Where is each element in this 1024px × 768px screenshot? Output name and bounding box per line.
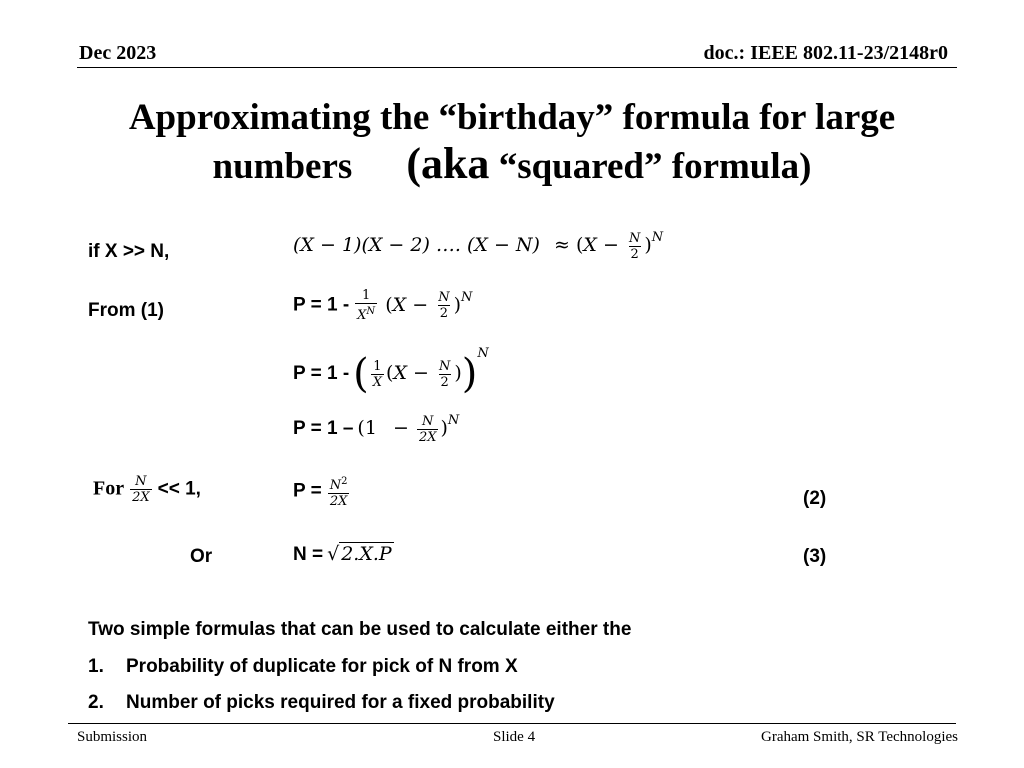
title-squared: “squared” formula)	[498, 146, 812, 187]
row6-label: Or	[190, 546, 213, 567]
summary-intro: Two simple formulas that can be used to calculate either the	[88, 619, 632, 640]
row4-equation: P = 1 – (1 − $\frac{N}{2X}$ )$^N$	[293, 413, 460, 445]
row5-label: For $\frac{N}{2X}$ << 1,	[93, 474, 201, 505]
approx-sign: ≈	[554, 234, 570, 256]
title-line-2	[60, 141, 964, 190]
sqrt-sign: √	[327, 543, 340, 565]
sqrt-radicand: 2.X.P	[341, 543, 392, 565]
title-line-1: Approximating the “birthday” formula for large	[128, 97, 896, 138]
row2-equation: P = 1 - $\frac{1}{X^N}$ (X − $\frac{N}{2}$ )$^N$	[293, 288, 473, 323]
row3-equation: P = 1 - ( $\frac{1}{X}$ (X − $\frac{N}{2}$ ))$^N$	[293, 346, 489, 397]
fraction-1-over-xn: $\frac{1}{X^N}$	[357, 288, 376, 323]
row2-label: From (1)	[88, 300, 164, 321]
equation-number-3: (3)	[803, 546, 827, 567]
header-doc-id: doc.: IEEE 802.11-23/2148r0	[703, 42, 948, 64]
row6-equation: N = √ 2.X.P	[293, 543, 392, 565]
footer-author: Graham Smith, SR Technologies	[761, 729, 958, 745]
footer-slide-number: Slide 4	[493, 729, 536, 745]
equation-number-2: (2)	[803, 488, 827, 509]
row1-label: if X >> N,	[88, 241, 170, 262]
list-item: 2. Number of picks required for a fixed probability	[88, 692, 555, 713]
slide-title	[60, 95, 964, 190]
fraction-n2-over-2x: $\frac{N^2}{2X}$	[329, 476, 348, 509]
list-item: 1. Probability of duplicate for pick of N from X	[88, 656, 518, 677]
title-numbers: numbers	[212, 146, 353, 187]
header-rule	[77, 67, 957, 68]
footer-submission: Submission	[77, 729, 148, 745]
product-expression: (X − 1)(X − 2) …. (X − N)	[293, 234, 540, 256]
header-date: Dec 2023	[79, 42, 157, 64]
row1-equation: (X − 1)(X − 2) …. (X − N) ≈ (X − $\frac{N}{2}$ )$^N$	[293, 230, 664, 262]
fraction-n-over-2: $\frac{N}{2}$	[628, 230, 641, 262]
row5-equation: P = $\frac{N^2}{2X}$	[293, 476, 348, 509]
footer-rule	[68, 723, 956, 724]
title-aka: (aka	[406, 139, 490, 188]
